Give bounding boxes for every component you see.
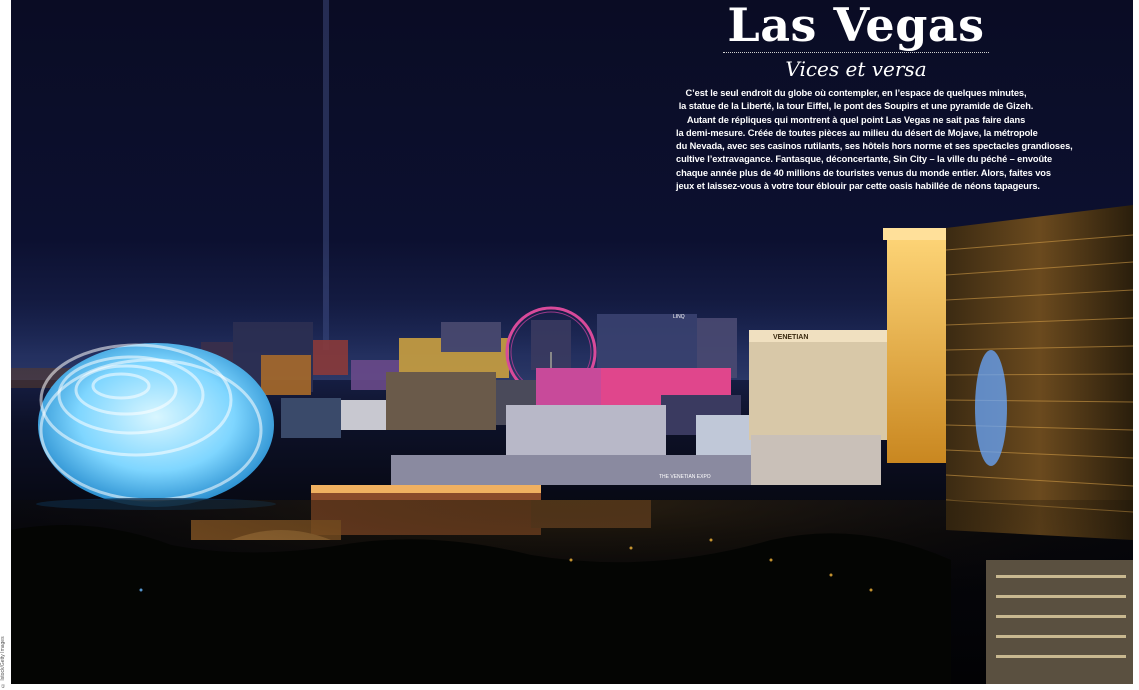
intro-paragraph [676, 87, 1073, 193]
intro-line: la demi-mesure. Créée de toutes pièces au milieu du désert de Mojave, la métropole [676, 127, 1038, 138]
intro-line: la statue de la Liberté, la tour Eiffel, le pont des Soupirs et une pyramide de Gizeh. [678, 101, 1034, 112]
intro-line: du Nevada, avec ses casinos rutilants, ses hôtels hors norme et ses spectacles grandioses, [676, 141, 1073, 152]
headline-block [671, 0, 1041, 81]
page-title: Las Vegas [723, 0, 988, 53]
foreground-trees [11, 525, 951, 684]
sphere-venue [36, 343, 276, 510]
intro-line: cultive l’extravagance. Fantasque, déconcertante, Sin City – la ville du péché – envoûte [676, 154, 1053, 165]
photo-credit: © Istock/Getty Images [0, 636, 6, 688]
gold-tower [887, 228, 947, 463]
intro-line: Autant de répliques qui montrent à quel point Las Vegas ne sait pas faire dans [686, 114, 1026, 125]
page-subtitle: Vices et versa [785, 57, 927, 81]
intro-line: jeux et laissez-vous à votre tour éblouir par cette oasis habillée de néons tapageurs. [676, 181, 1040, 192]
parking-structure [986, 560, 1133, 684]
light-beam [323, 0, 329, 350]
sign-venetian: VENETIAN [773, 334, 809, 341]
sign-linq: LINQ [673, 314, 685, 320]
cover-photo [11, 0, 1133, 684]
wynn-tower [946, 205, 1133, 540]
sign-venetian-expo: THE VENETIAN EXPO [659, 474, 711, 480]
venetian-tower [749, 330, 887, 440]
intro-line: chaque année plus de 40 millions de touristes venus du monde entier. Alors, faites vos [676, 167, 1051, 178]
intro-line: C’est le seul endroit du globe où contempler, en l’espace de quelques minutes, [685, 88, 1027, 98]
